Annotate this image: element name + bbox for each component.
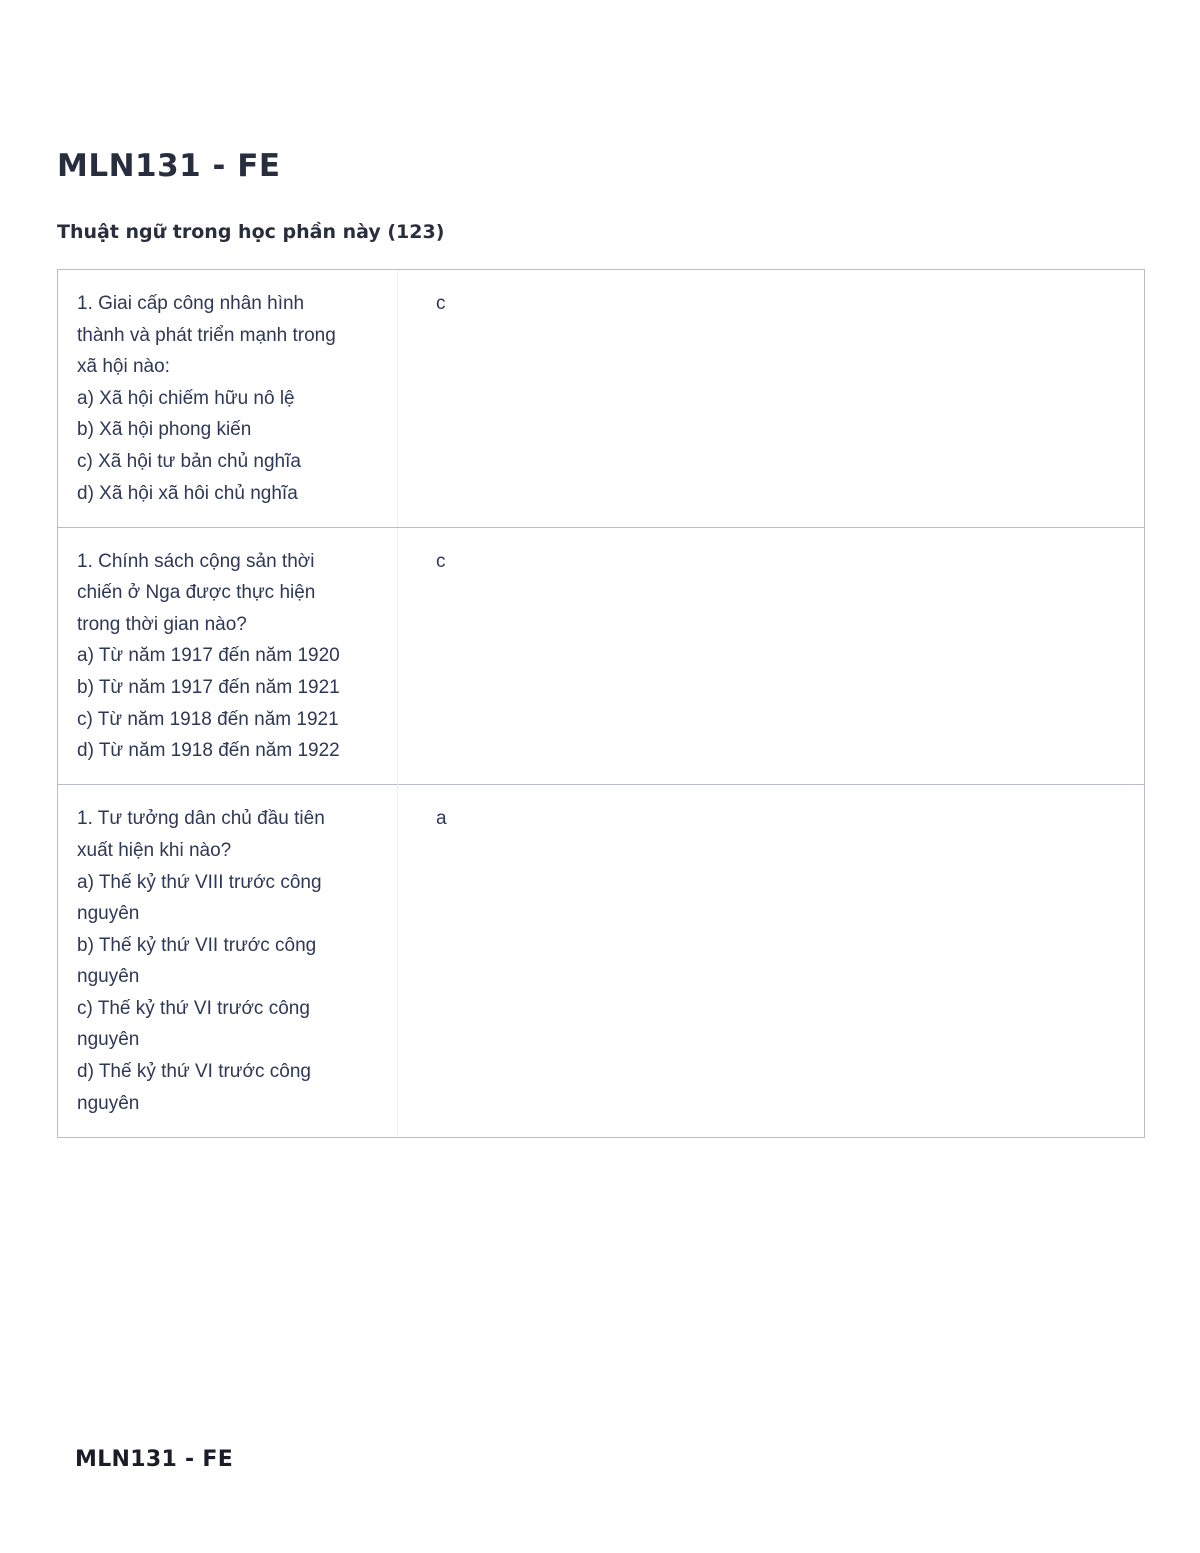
- term-question-line: b) Xã hội phong kiến: [77, 419, 252, 441]
- term-question: [58, 528, 398, 785]
- term-question-line: c) Từ năm 1918 đến năm 1921: [77, 708, 339, 730]
- term-question-line: d) Từ năm 1918 đến năm 1922: [77, 740, 340, 762]
- term-question-line: c) Thế kỷ thứ VI trước công: [77, 997, 310, 1019]
- term-question-line: nguyên: [77, 1092, 140, 1114]
- footer-title: MLN131 - FE: [75, 1447, 234, 1472]
- term-question-line: d) Xã hội xã hôi chủ nghĩa: [77, 482, 298, 504]
- term-question-line: 1. Giai cấp công nhân hình: [77, 293, 305, 314]
- term-question-line: nguyên: [77, 966, 140, 988]
- term-question-line: xã hội nào:: [77, 356, 170, 378]
- term-question-line: b) Thế kỷ thứ VII trước công: [77, 934, 317, 956]
- term-answer: a: [436, 808, 447, 830]
- term-question-line: a) Xã hội chiếm hữu nô lệ: [77, 387, 295, 409]
- term-question-line: a) Thế kỷ thứ VIII trước công: [77, 871, 322, 893]
- term-question-line: d) Thế kỷ thứ VI trước công: [77, 1061, 311, 1083]
- term-question-line: thành và phát triển mạnh trong: [77, 324, 336, 346]
- term-question-line: 1. Chính sách cộng sản thời: [77, 550, 315, 572]
- section-title: Thuật ngữ trong học phần này (123): [57, 221, 445, 243]
- term-question-line: a) Từ năm 1917 đến năm 1920: [77, 645, 340, 667]
- term-card: [57, 269, 1145, 528]
- term-question: [58, 785, 398, 1137]
- term-question: [58, 270, 398, 527]
- term-answer: c: [436, 550, 446, 572]
- term-question-line: c) Xã hội tư bản chủ nghĩa: [77, 450, 301, 472]
- term-question-line: 1. Tư tưởng dân chủ đầu tiên: [77, 808, 325, 830]
- term-question-line: nguyên: [77, 1029, 140, 1051]
- term-card: [57, 784, 1145, 1138]
- term-question-line: xuất hiện khi nào?: [77, 839, 232, 861]
- term-question-line: b) Từ năm 1917 đến năm 1921: [77, 677, 340, 699]
- term-question-line: chiến ở Nga được thực hiện: [77, 582, 316, 604]
- term-question-line: trong thời gian nào?: [77, 613, 247, 635]
- page-title: MLN131 - FE: [57, 148, 281, 184]
- terms-list: [57, 269, 1145, 1138]
- term-question-line: nguyên: [77, 903, 140, 925]
- term-answer: c: [436, 293, 446, 314]
- term-card: [57, 527, 1145, 786]
